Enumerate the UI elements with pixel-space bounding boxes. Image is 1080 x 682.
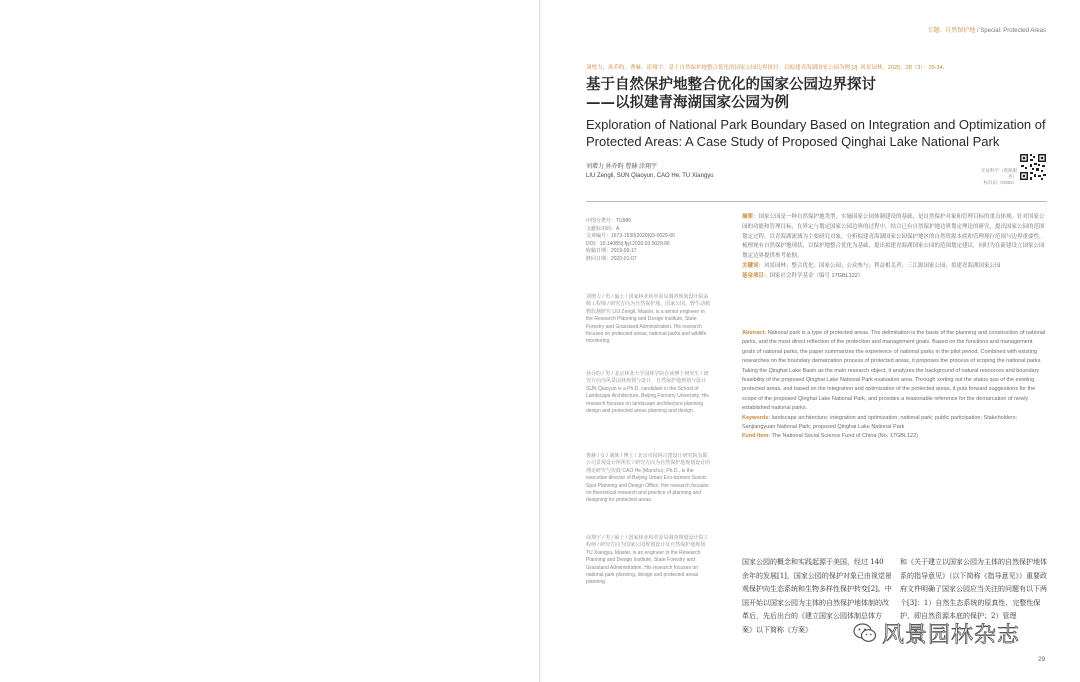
meta-line: 文章编号：1673-1530(2020)03-0029-06 [586,233,675,240]
running-head [927,25,1046,34]
page-number: 29 [1038,656,1046,663]
qr-caption-line: 开放科学（资源服务） [981,168,1017,179]
title-en-line: Exploration of National Park Boundary Based on Integration and Optimization of [586,117,1046,132]
fund-cn-label: 基金项目： [742,272,770,279]
qr-caption [975,168,1017,186]
header-divider [586,201,1047,202]
abstract-en-text: National park is a type of protected areas. The delimitation is the basis of the planning and construction of national parks, and the most direct reflection of the protection and management goals. Based on the functions and management goals of national parks, the paper summarizes the experience of national parks in the pilot period. Combined with existing researches on the boundary demarcation process of protected areas, it proposes the process of scoping the national parks. Taking the Qinghai Lake Basin as the main research object, it analyzes the background of natural resources and boundary feasibility of the proposed Qinghai Lake National Park evaluation area. Through sorting out the status quo of the existing protected areas, and based on the integration and optimization of the protected areas, it puts forward suggestions for the scope of the proposed Qinghai Lake National Park, and provides a reasonable reference for the demarcation of newly established national parks. [742,330,1046,412]
fund-en-text: The National Social Science Fund of China (No. 17GBL122) [771,433,918,440]
body-text-column-1: 国家公园的概念和实践起源于美国，经过 140 余年的发展[1]，国家公园的保护对象已由视觉景观保护向生态系统和生物多样性保护转变[2]。中国开始以国家公园为主体的自然保护地体制的改革后，先后出台的《建立国家公园体制总体方案》以下简称《方案》 [742,558,892,634]
title-en [586,116,1056,150]
abstract-en-label: Abstract: [742,330,767,336]
watermark-text: 风景园林杂志 [882,622,1021,648]
abstract-cn-label: 摘要： [742,214,759,220]
running-head-sep: / [976,28,979,34]
meta-line: 修回日期：2020-01-07 [586,255,637,262]
author-bio: 刘增力 / 男 / 硕士 / 国家林业和草原局调查规划设计院高级工程师 / 研究方向为自然保护地、国家公园、野生动植物监测研究 LIU Zengli, Master, is a senior engineer in the Research Planning and Design Institute, State Forestry and Grassland Administration. His research focuses on protected areas, national parks and wildlife monitoring. [586,294,711,345]
citation-line: 刘增力，孙乔昀，曹赫，涂翔宇．基于自然保护地整合优化的国家公园边界探讨：以拟建青海湖国家公园为例 [J]. 风景园林，2020，28（3）：29-34. [586,65,945,71]
keywords-en-text: landscape architecture; integration and optimization; national park; public participation; Stakeholders; Sanjiangyuan National Park; proposed Qinghai Lake National Park [742,414,1018,431]
meta-line: 中图分类号：TU986 [586,218,632,224]
meta-line: 收稿日期：2019-09-17 [586,248,637,255]
author-bio: 涂翔宇 / 男 / 硕士 / 国家林业和草原局调查规划设计院工程师 / 研究方向为国家公园规划设计及自然保护地规划 TU Xiangyu, Master, is an engineer in the Research Planning and Design Institute, State Forestry and Grassland Administration. His research focuses on national park planning, design and protected areas planning. [586,535,709,586]
qr-caption-line: 标识码（OSID） [983,180,1017,185]
author-bio: 孙乔昀 / 男 / 北京林业大学园林学院在读博士研究生 / 研究方向为风景园林规划与设计、自然保护地规划与设计 SUN Qiaoyun is a Ph.D. candidate in the School of Landscape Architecture, Beijing Forestry University. His research focuses on landscape architecture planning design and protected areas planning and design. [586,371,709,415]
author-bio: 曹赫 / 女 / 满族 / 博士 / 北京市园林古建设计研究院有限公司景观设计所所长 / 研究方向为自然保护地规划设计的理论研究与实践 CAO He (Manchu), Ph.D., is the executive director of Beijing Urban Eco-tourism Scenic Spot Planning and Design Office. Her research focuses on theoretical research and practice of planning and designing for protected areas. [586,453,711,504]
abstract-cn-text: 国家公园是一种自然保护地类型，实施国家公园体制建设的基础，是自然保护对象和管理目标的重点体现。针对国家公园的功能和管理目标，在界定与划定国家公园边界的过程中，结合已有自然保护地边界划定理论的研究，提出国家公园的范围划定过程。以青海湖流域为主要研究对象，分析拟建青海湖国家公园保护地区的自然资源本底和管理现行范围与边界重要性，梳理现有自然保护地现状，以保护地整合优化为基础，提出拟建青海湖国家公园的范围划定建议，同时为在新建设立国家公园划定边界提供参考依据。 [742,214,1045,260]
title-cn-line: 基于自然保护地整合优化的国家公园边界探讨 [586,77,876,93]
wechat-watermark [852,617,1048,649]
article-metadata [586,218,726,264]
title-en-line: Protected Areas: A Case Study of Proposed Qinghai Lake National Park [586,134,1000,149]
authors-cn: 刘增力 孙乔昀 曹赫 涂翔宇 [586,164,658,170]
title-cn [586,76,876,112]
abstract-en-block [742,329,1047,442]
title-cn-subtitle: ——以拟建青海湖国家公园为例 [586,95,789,111]
qr-code-icon[interactable] [1019,153,1047,181]
fund-en-label: Fund Item: [742,433,771,440]
keywords-cn-text: 风景园林；整合优化；国家公园；公众参与；利益相关者；三江源国家公园；拟建青海湖国家公园 [764,262,1001,269]
keywords-en-label: Keywords: [742,414,771,421]
keywords-cn-label: 关键词： [742,262,765,269]
running-head-cn: 专题：自然保护地 [927,28,976,34]
abstract-cn-block [742,213,1047,282]
wechat-icon [852,620,878,646]
authors-en: LIU Zengli, SUN Qiaoyun, CAO He, TU Xiangyu [586,173,714,179]
meta-line: 文献标识码：A [586,225,620,232]
running-head-en: Special: Protected Areas [980,28,1046,34]
body-text-column-2: 和《关于建立以国家公园为主体的自然保护地体系的指导意见》（以下简称《指导意见》）重要政府文件明确了国家公园应当关注的问题有以下两个[3]：1）自然生态系统的原真性、完整性保护，即自然资源本底的保护；2）管理 [900,558,1047,621]
fund-cn-text: 国家社会科学基金（编号 17GBL122） [769,272,864,279]
meta-line: DOI：10.14085/j.fjyl.2020.03.0029.06 [586,240,670,247]
